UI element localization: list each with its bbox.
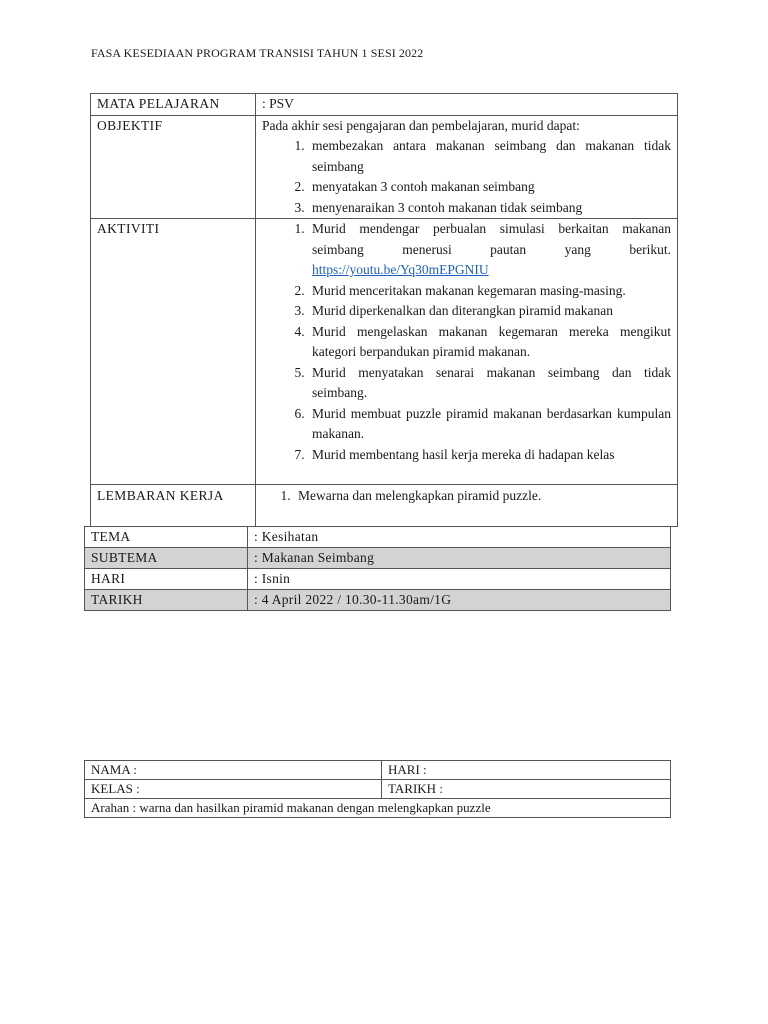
activity-list [262, 219, 671, 465]
instruction-text: Arahan : warna dan hasilkan piramid makanan dengan melengkapkan puzzle [85, 799, 671, 818]
activity-item [308, 219, 671, 281]
objective-item: 3. menyenaraikan 3 contoh makanan tidak seimbang [308, 198, 671, 219]
name-row [85, 761, 671, 780]
date-value: : 4 April 2022 / 10.30-11.30am/1G [248, 590, 671, 611]
class-row [85, 780, 671, 799]
objective-row [91, 115, 678, 219]
activity-row [91, 219, 678, 485]
student-day-field[interactable]: HARI : [382, 761, 671, 780]
worksheet-label: LEMBARAN KERJA [91, 485, 256, 527]
objective-item: 2. menyatakan 3 contoh makanan seimbang [308, 177, 671, 198]
student-info-table [84, 760, 671, 818]
activity-item: 2. Murid menceritakan makanan kegemaran masing-masing. [308, 281, 671, 302]
activity-item: 7. Murid membentang hasil kerja mereka di hadapan kelas [308, 445, 671, 466]
objective-intro: Pada akhir sesi pengajaran dan pembelajaran, murid dapat: [262, 117, 580, 133]
theme-label: TEMA [85, 527, 248, 548]
worksheet-item: 1. Mewarna dan melengkapkan piramid puzzle. [294, 486, 671, 507]
subtheme-value: : Makanan Seimbang [248, 548, 671, 569]
subtheme-row [85, 548, 671, 569]
theme-row [85, 527, 671, 548]
worksheet-row [91, 485, 678, 527]
lesson-plan-table [90, 93, 678, 527]
worksheet-cell [256, 485, 678, 527]
document-header: FASA KESEDIAAN PROGRAM TRANSISI TAHUN 1 SESI 2022 [91, 46, 424, 60]
day-row [85, 569, 671, 590]
objective-cell [256, 115, 678, 219]
objective-list [262, 136, 671, 218]
subject-value: : PSV [256, 94, 678, 116]
day-label: HARI [85, 569, 248, 590]
subject-label: MATA PELAJARAN [91, 94, 256, 116]
activity-item: 6. Murid membuat puzzle piramid makanan berdasarkan kumpulan makanan. [308, 404, 671, 445]
subject-row [91, 94, 678, 116]
student-name-field[interactable]: NAMA : [85, 761, 382, 780]
activity-label: AKTIVITI [91, 219, 256, 485]
theme-value: : Kesihatan [248, 527, 671, 548]
activity-item: 5. Murid menyatakan senarai makanan seimbang dan tidak seimbang. [308, 363, 671, 404]
activity-item: 4. Murid mengelaskan makanan kegemaran mereka mengikut kategori berpandukan piramid makanan. [308, 322, 671, 363]
activity-cell [256, 219, 678, 485]
date-label: TARIKH [85, 590, 248, 611]
date-row [85, 590, 671, 611]
day-value: : Isnin [248, 569, 671, 590]
youtube-link[interactable]: https://youtu.be/Yq30mEPGNIU [312, 262, 489, 277]
instruction-row [85, 799, 671, 818]
objective-item: 1. membezakan antara makanan seimbang dan makanan tidak seimbang [308, 136, 671, 177]
student-date-field[interactable]: TARIKH : [382, 780, 671, 799]
student-class-field[interactable]: KELAS : [85, 780, 382, 799]
worksheet-list [262, 486, 671, 507]
activity-item: 3. Murid diperkenalkan dan diterangkan piramid makanan [308, 301, 671, 322]
objective-label: OBJEKTIF [91, 115, 256, 219]
theme-table [84, 526, 671, 611]
subtheme-label: SUBTEMA [85, 548, 248, 569]
activity-item-text: Murid mendengar perbualan simulasi berkaitan makanan seimbang menerusi pautan yang berikut. [312, 221, 671, 257]
